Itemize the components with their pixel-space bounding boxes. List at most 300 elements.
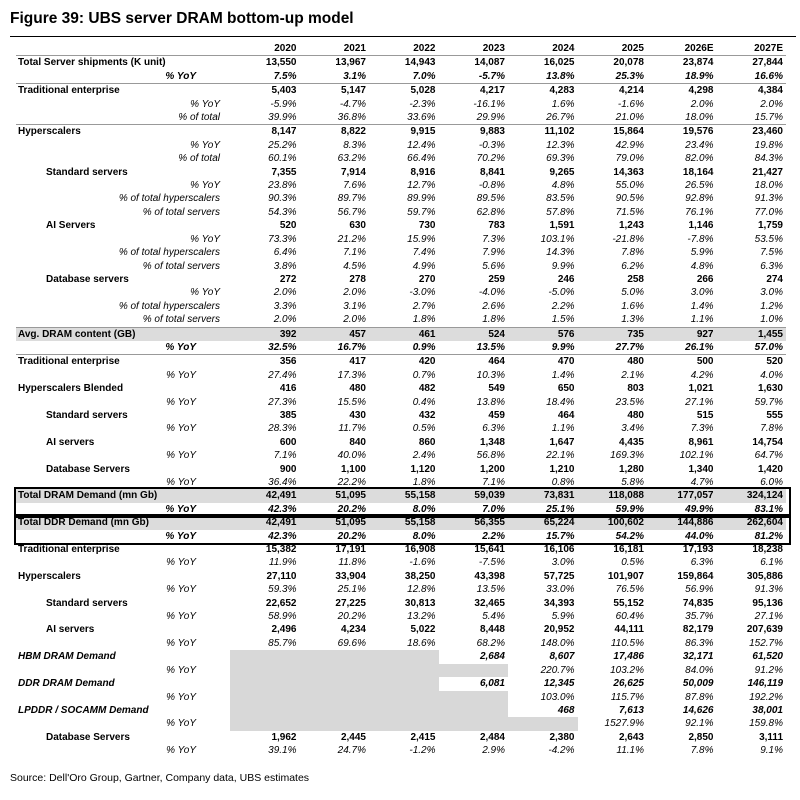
value-cell: 101,907 <box>607 570 644 582</box>
value-cell: 9.9% <box>551 260 575 272</box>
table-row <box>16 166 786 179</box>
value-cell: 16,181 <box>613 544 644 556</box>
value-cell <box>300 691 370 704</box>
value-cell: 57.8% <box>546 206 575 218</box>
value-cell: 5.8% <box>621 477 644 488</box>
value-cell: 2,850 <box>688 731 714 743</box>
value-cell: 71.5% <box>615 206 644 218</box>
value-cell: 82,179 <box>682 624 714 636</box>
table-row <box>16 396 786 409</box>
value-cell: 169.3% <box>610 450 644 462</box>
value-cell: 16,025 <box>543 57 575 69</box>
value-cell: 23,460 <box>717 125 787 139</box>
value-cell: 6.0% <box>760 477 783 488</box>
value-cell: 27,110 <box>266 570 297 582</box>
value-cell: 13.5% <box>476 584 505 596</box>
value-cell: 38,001 <box>752 704 783 716</box>
value-cell: 21.0% <box>615 112 644 124</box>
value-cell: 17.3% <box>337 369 366 381</box>
value-cell: 59.3% <box>268 584 297 596</box>
table-row <box>16 650 786 663</box>
value-cell: 1,420 <box>757 463 783 475</box>
title-rule <box>10 36 796 37</box>
value-cell: 9,265 <box>549 166 575 178</box>
value-cell: 8,607 <box>549 651 575 663</box>
row-label: % of total servers <box>142 260 220 272</box>
value-cell <box>230 691 300 704</box>
value-cell: 2,643 <box>618 731 644 743</box>
value-cell: 2.1% <box>621 369 644 381</box>
value-cell: -5.7% <box>478 70 505 82</box>
value-cell: 152.7% <box>749 637 783 649</box>
value-cell: -5.9% <box>270 98 297 110</box>
value-cell: 17,486 <box>613 651 644 663</box>
value-cell: 7.1% <box>343 247 366 259</box>
value-cell: -1.6% <box>617 98 644 110</box>
value-cell: 18.4% <box>546 396 575 408</box>
value-cell: 79.0% <box>615 153 644 165</box>
value-cell: 3.0% <box>551 557 575 569</box>
value-cell: 2.0% <box>690 98 714 110</box>
value-cell: 259 <box>488 273 505 285</box>
figure-title: Figure 39: UBS server DRAM bottom-up model <box>10 10 354 27</box>
value-cell: 42.3% <box>268 530 297 542</box>
value-cell: 1.6% <box>621 300 644 312</box>
value-cell: 14.3% <box>546 247 575 259</box>
value-cell: -0.3% <box>478 139 505 151</box>
value-cell: 8.0% <box>412 530 436 542</box>
value-cell: 76.1% <box>685 206 714 218</box>
value-cell: 73,831 <box>508 489 578 502</box>
value-cell: 54.2% <box>615 530 644 542</box>
value-cell: 59.9% <box>615 503 644 515</box>
header-year-cell: 2020 <box>230 42 300 56</box>
row-label: Database Servers <box>46 731 130 743</box>
table-row <box>16 677 786 690</box>
header-year-cell: 2021 <box>300 42 370 56</box>
table-row <box>16 355 786 369</box>
value-cell: 91.2% <box>754 664 783 676</box>
value-cell <box>369 650 439 663</box>
value-cell: 33.0% <box>546 584 575 596</box>
value-cell: 23.8% <box>268 180 297 192</box>
value-cell: 1.3% <box>621 314 644 326</box>
value-cell: 11.1% <box>616 745 644 757</box>
value-cell: 2.7% <box>412 300 436 312</box>
value-cell: 2.0% <box>273 314 297 326</box>
value-cell: 18.0% <box>754 180 783 192</box>
row-label: % YoY <box>166 477 196 488</box>
value-cell: 470 <box>508 355 578 369</box>
value-cell: 42.9% <box>615 139 644 151</box>
value-cell: -3.0% <box>409 287 436 299</box>
value-cell: 29.9% <box>476 112 505 124</box>
dram-model-table <box>16 42 786 758</box>
value-cell: 4.2% <box>690 369 714 381</box>
row-label: HBM DRAM Demand <box>18 651 116 663</box>
value-cell: 1,210 <box>549 463 575 475</box>
row-label: % of total hyperscalers <box>118 300 220 312</box>
value-cell: 4.7% <box>690 477 714 488</box>
value-cell: 417 <box>300 355 370 369</box>
value-cell: 36.8% <box>337 112 366 124</box>
table-row <box>16 179 786 192</box>
value-cell <box>300 664 370 677</box>
value-cell: 33.6% <box>407 112 436 124</box>
value-cell: 392 <box>230 327 300 341</box>
value-cell: 1.1% <box>690 314 714 326</box>
table-row <box>16 327 786 341</box>
table-row <box>16 300 786 313</box>
row-label: % of total hyperscalers <box>118 247 220 259</box>
value-cell: 7.5% <box>273 70 297 82</box>
value-cell: 270 <box>418 273 436 285</box>
value-cell: 7.5% <box>760 247 783 259</box>
value-cell: 7.1% <box>482 477 505 488</box>
row-label: % of total <box>178 112 220 124</box>
row-label: Avg. DRAM content (GB) <box>16 327 230 341</box>
value-cell: 12.3% <box>546 139 575 151</box>
value-cell: 55,158 <box>369 516 439 529</box>
table-row <box>16 125 786 139</box>
source-note: Source: Dell'Oro Group, Gartner, Company data, UBS estimates <box>10 772 310 784</box>
value-cell: 305,886 <box>746 570 783 582</box>
value-cell: 20.2% <box>337 503 366 515</box>
value-cell: 30,813 <box>404 597 436 609</box>
value-cell: 25.1% <box>337 584 366 596</box>
value-cell: 600 <box>279 436 297 448</box>
header-year-cell: 2023 <box>439 42 509 56</box>
value-cell: 2.4% <box>412 450 436 462</box>
table-row <box>16 516 786 529</box>
value-cell: 83.1% <box>754 503 783 515</box>
value-cell <box>300 650 370 663</box>
value-cell <box>439 704 509 717</box>
value-cell: 59.7% <box>754 396 783 408</box>
value-cell: 13.5% <box>476 341 505 353</box>
value-cell: 18.6% <box>407 637 436 649</box>
value-cell: 2,445 <box>340 731 366 743</box>
value-cell: 3,111 <box>759 731 783 743</box>
value-cell: 33,904 <box>335 570 366 582</box>
value-cell: 0.5% <box>621 557 644 569</box>
row-label: % YoY <box>165 70 196 82</box>
value-cell: 23.5% <box>615 396 644 408</box>
value-cell: 5,028 <box>369 84 439 98</box>
row-label: % YoY <box>166 584 196 596</box>
value-cell: 15.7% <box>754 112 783 124</box>
value-cell: 7.0% <box>482 503 505 515</box>
value-cell: 500 <box>647 355 717 369</box>
value-cell: 35.7% <box>685 611 714 623</box>
value-cell: 5,403 <box>230 84 300 98</box>
value-cell: 430 <box>349 409 366 421</box>
value-cell: 11.8% <box>338 557 366 569</box>
value-cell: 63.2% <box>337 153 366 165</box>
value-cell: 416 <box>279 383 297 395</box>
row-label: DDR DRAM Demand <box>18 678 115 690</box>
value-cell: 148.0% <box>540 637 575 649</box>
value-cell: 64.7% <box>754 450 783 462</box>
value-cell <box>230 650 300 663</box>
value-cell: 464 <box>439 355 509 369</box>
value-cell: 1,759 <box>757 220 783 232</box>
value-cell: 20.2% <box>337 530 366 542</box>
value-cell: 13.8% <box>546 70 575 82</box>
value-cell: 1,340 <box>688 463 714 475</box>
value-cell: 461 <box>369 327 439 341</box>
value-cell: 59.7% <box>407 206 436 218</box>
value-cell: 3.3% <box>273 300 297 312</box>
value-cell: 15.5% <box>337 396 366 408</box>
value-cell: 1.0% <box>760 314 783 326</box>
value-cell: 86.3% <box>685 637 714 649</box>
value-cell: 2.0% <box>343 287 366 299</box>
value-cell: 38,250 <box>404 570 436 582</box>
value-cell: 4,283 <box>508 84 578 98</box>
value-cell: 1.8% <box>412 314 436 326</box>
table-row <box>16 664 786 677</box>
value-cell: 4.9% <box>412 260 436 272</box>
value-cell: 459 <box>488 409 505 421</box>
value-cell: 385 <box>279 409 297 421</box>
value-cell: 15,382 <box>265 544 297 556</box>
value-cell: 3.0% <box>760 287 783 299</box>
value-cell: 14,087 <box>474 57 505 69</box>
value-cell: 6.3% <box>760 260 783 272</box>
value-cell: 246 <box>557 273 575 285</box>
value-cell: 5,022 <box>410 624 436 636</box>
value-cell: 9,883 <box>439 125 509 139</box>
value-cell: 57.0% <box>754 341 783 353</box>
value-cell: 90.5% <box>615 193 644 205</box>
value-cell: 2,496 <box>271 624 297 636</box>
value-cell: 6.3% <box>482 423 505 435</box>
table-row <box>16 637 786 650</box>
value-cell: 22.2% <box>337 477 366 488</box>
value-cell: 103.0% <box>540 691 575 703</box>
value-cell <box>369 677 439 690</box>
value-cell: 1,591 <box>549 220 575 232</box>
value-cell: 95,136 <box>752 597 783 609</box>
value-cell: 6.3% <box>690 557 714 569</box>
value-cell: 22,652 <box>265 597 297 609</box>
row-label: AI servers <box>46 624 95 636</box>
header-year-cell: 2022 <box>369 42 439 56</box>
value-cell: 73.3% <box>268 233 297 245</box>
value-cell: 1527.9% <box>604 718 644 730</box>
value-cell: 15.9% <box>407 233 436 245</box>
value-cell: 324,124 <box>717 489 787 502</box>
value-cell: 464 <box>557 409 575 421</box>
value-cell: 0.7% <box>412 369 436 381</box>
table-row <box>16 260 786 273</box>
value-cell: 13,550 <box>265 57 297 69</box>
row-label: % YoY <box>165 530 196 542</box>
value-cell: 16,908 <box>404 544 436 556</box>
value-cell: 7.0% <box>412 70 436 82</box>
value-cell: 20,952 <box>543 624 575 636</box>
value-cell: 7,914 <box>340 166 366 178</box>
value-cell: 14,363 <box>613 166 644 178</box>
value-cell: -2.3% <box>409 98 436 110</box>
row-label: AI servers <box>46 436 95 448</box>
row-label: % of total hyperscalers <box>118 193 220 205</box>
table-row <box>16 139 786 152</box>
value-cell: 8,961 <box>688 436 714 448</box>
value-cell: 6,081 <box>479 678 505 690</box>
value-cell: 258 <box>627 273 644 285</box>
row-label: % YoY <box>166 450 196 462</box>
value-cell: 1,146 <box>688 220 714 232</box>
value-cell: 468 <box>557 704 575 716</box>
value-cell: 272 <box>279 273 297 285</box>
value-cell: 15.7% <box>546 530 575 542</box>
table-row <box>16 463 786 476</box>
value-cell: 4,435 <box>618 436 644 448</box>
value-cell: 457 <box>300 327 370 341</box>
value-cell: 89.9% <box>407 193 436 205</box>
value-cell: 20,078 <box>613 57 644 69</box>
value-cell: 77.0% <box>754 206 783 218</box>
value-cell: 56.9% <box>685 584 714 596</box>
value-cell: 16,106 <box>543 544 575 556</box>
value-cell: 55,152 <box>613 597 644 609</box>
header-year-cell: 2027E <box>717 42 787 56</box>
value-cell: 53.5% <box>754 233 783 245</box>
value-cell: 1,243 <box>618 220 644 232</box>
value-cell: 480 <box>627 409 644 421</box>
value-cell: 549 <box>488 383 505 395</box>
value-cell: 4.8% <box>690 260 714 272</box>
value-cell: 7.4% <box>412 247 436 259</box>
value-cell: 207,639 <box>746 624 783 636</box>
value-cell: 9,915 <box>369 125 439 139</box>
value-cell: 60.1% <box>268 153 297 165</box>
value-cell: 5,147 <box>300 84 370 98</box>
table-row <box>16 286 786 299</box>
value-cell: 480 <box>349 383 366 395</box>
value-cell: 3.1% <box>343 300 366 312</box>
value-cell: 1.2% <box>760 300 783 312</box>
table-row <box>16 219 786 232</box>
value-cell: 4.5% <box>343 260 366 272</box>
value-cell: -4.2% <box>548 745 575 757</box>
value-cell: 5.9% <box>690 247 714 259</box>
value-cell: 27.1% <box>685 396 714 408</box>
value-cell: 144,886 <box>647 516 717 529</box>
value-cell: 278 <box>349 273 366 285</box>
value-cell: 730 <box>418 220 436 232</box>
value-cell: 159,864 <box>677 570 714 582</box>
row-label: Standard servers <box>46 409 128 421</box>
value-cell: 2,415 <box>410 731 436 743</box>
value-cell: 6.4% <box>273 247 297 259</box>
table-row <box>16 436 786 449</box>
table-row <box>16 731 786 744</box>
value-cell: 51,095 <box>300 489 370 502</box>
row-label: % YoY <box>190 233 220 245</box>
value-cell: 1,100 <box>340 463 366 475</box>
value-cell: 3.8% <box>273 260 297 272</box>
table-row <box>16 56 786 70</box>
row-label: % YoY <box>166 423 196 435</box>
table-row <box>16 530 786 543</box>
value-cell: 3.0% <box>690 287 714 299</box>
value-cell: 524 <box>439 327 509 341</box>
value-cell: 102.1% <box>679 450 714 462</box>
value-cell: 85.7% <box>268 637 297 649</box>
value-cell: 17,193 <box>682 544 714 556</box>
value-cell: 84.3% <box>754 153 783 165</box>
table-row <box>16 449 786 462</box>
value-cell: 66.4% <box>407 153 436 165</box>
value-cell: 18.0% <box>685 112 714 124</box>
value-cell: 10.3% <box>476 369 505 381</box>
value-cell: 76.5% <box>615 584 644 596</box>
value-cell: 57,725 <box>543 570 575 582</box>
value-cell: 7.3% <box>482 233 505 245</box>
value-cell: 262,604 <box>717 516 787 529</box>
value-cell: 7.9% <box>482 247 505 259</box>
table-row <box>16 610 786 623</box>
row-label: % YoY <box>190 287 220 299</box>
value-cell: 860 <box>418 436 436 448</box>
value-cell: 51,095 <box>300 516 370 529</box>
value-cell: 25.3% <box>615 70 644 82</box>
value-cell: 900 <box>279 463 297 475</box>
value-cell: 54.3% <box>268 206 297 218</box>
table-row <box>16 583 786 596</box>
header-label-cell <box>16 42 230 56</box>
value-cell: 70.2% <box>476 153 505 165</box>
value-cell: 5.0% <box>621 287 644 299</box>
value-cell: 2.0% <box>760 98 783 110</box>
value-cell: 20.2% <box>337 611 366 623</box>
value-cell: 19.8% <box>754 139 783 151</box>
value-cell: 42.3% <box>268 503 297 515</box>
value-cell: 27.1% <box>754 611 783 623</box>
value-cell: 2.2% <box>551 300 575 312</box>
value-cell: 110.5% <box>610 637 644 649</box>
value-cell <box>369 691 439 704</box>
value-cell: 8,841 <box>479 166 505 178</box>
row-label: Standard servers <box>46 597 128 609</box>
row-label: Total DDR Demand (mn Gb) <box>16 516 230 529</box>
table-row <box>16 313 786 327</box>
value-cell: 1,200 <box>479 463 505 475</box>
value-cell: 1,962 <box>271 731 297 743</box>
value-cell: 3.4% <box>621 423 644 435</box>
value-cell: 7,613 <box>618 704 644 716</box>
row-label: % YoY <box>166 745 196 757</box>
table-row <box>16 341 786 355</box>
value-cell: -16.1% <box>473 98 505 110</box>
row-label: LPDDR / SOCAMM Demand <box>18 704 149 716</box>
row-label: % YoY <box>190 180 220 192</box>
value-cell <box>230 717 300 730</box>
row-label: Hyperscalers Blended <box>18 383 124 395</box>
value-cell: 100,602 <box>578 516 648 529</box>
row-label: % YoY <box>166 664 196 676</box>
value-cell: 5.9% <box>551 611 575 623</box>
row-label: % YoY <box>166 637 196 649</box>
row-label: % YoY <box>165 503 196 515</box>
table-row <box>16 597 786 610</box>
row-label: % YoY <box>166 557 196 569</box>
value-cell: 650 <box>557 383 575 395</box>
value-cell: 36.4% <box>268 477 297 488</box>
